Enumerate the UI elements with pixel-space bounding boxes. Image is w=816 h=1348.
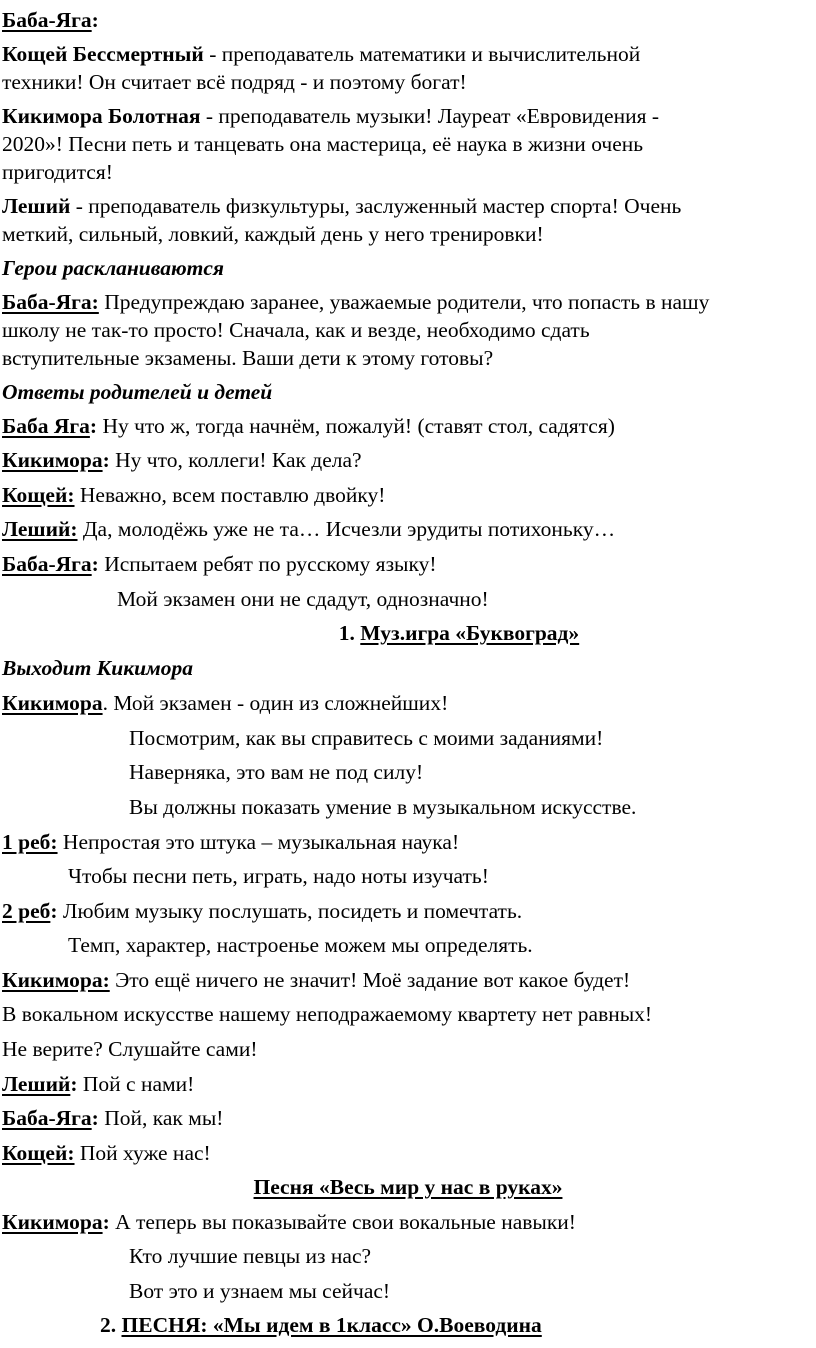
text-segment: Муз.игра «Буквоград» <box>360 621 580 645</box>
text-segment: Посмотрим, как вы справитесь с моими заданиями! <box>129 726 604 750</box>
text-segment: - преподаватель музыки! Лауреат «Евровидения - <box>200 104 660 128</box>
text-segment: 1. <box>338 621 361 645</box>
doc-line <box>2 515 816 545</box>
doc-line <box>2 220 816 250</box>
text-segment: 2020»! Песни петь и танцевать она мастерица, её наука в жизни очень <box>2 132 644 156</box>
text-segment: Мой экзамен они не сдадут, однозначно! <box>117 587 489 611</box>
text-segment: Кикимора <box>2 1210 103 1234</box>
text-segment: Пой, как мы! <box>98 1106 224 1130</box>
text-segment: пригодится! <box>2 160 113 184</box>
doc-line <box>2 1035 816 1065</box>
text-segment: Баба-Яга <box>2 1106 92 1130</box>
doc-line <box>2 550 816 580</box>
text-segment: 1 реб: <box>2 830 58 854</box>
doc-line <box>2 158 816 188</box>
text-segment: Баба Яга <box>2 414 90 438</box>
text-segment: : <box>91 552 99 576</box>
text-segment: Испытаем ребят по русскому языку! <box>98 552 437 576</box>
text-segment: Леший <box>2 1072 71 1096</box>
doc-line <box>2 6 816 36</box>
text-segment: Кто лучшие певцы из нас? <box>129 1244 372 1268</box>
doc-line <box>2 654 816 684</box>
text-segment: вступительные экзамены. Ваши дети к этому готовы? <box>2 346 494 370</box>
text-segment: Не верите? Слушайте сами! <box>2 1037 258 1061</box>
text-segment: Баба-Яга <box>2 552 92 576</box>
text-segment: Ну что ж, тогда начнём, пожалуй! (ставят стол, садятся) <box>97 414 615 438</box>
text-segment: : <box>70 1072 78 1096</box>
text-segment: : <box>91 1106 99 1130</box>
doc-line <box>2 316 816 346</box>
doc-line <box>2 412 816 442</box>
doc-line <box>2 1070 816 1100</box>
text-segment: - преподаватель математики и вычислительной <box>203 42 641 66</box>
doc-line <box>129 793 816 823</box>
text-segment: Пой с нами! <box>77 1072 195 1096</box>
text-segment: Вот это и узнаем мы сейчас! <box>129 1279 391 1303</box>
doc-line <box>2 446 816 476</box>
section-heading <box>0 1173 816 1203</box>
text-segment: Кикимора <box>2 691 103 715</box>
doc-line <box>2 378 816 408</box>
section-heading <box>0 619 816 649</box>
text-segment: Кощей: <box>2 483 75 507</box>
text-segment: Непростая это штука – музыкальная наука! <box>57 830 460 854</box>
text-segment: Чтобы песни петь, играть, надо ноты изучать! <box>68 864 489 888</box>
doc-line <box>2 828 816 858</box>
text-segment: техники! Он считает всё подряд - и поэтому богат! <box>2 70 467 94</box>
text-segment: меткий, сильный, ловкий, каждый день у него тренировки! <box>2 222 544 246</box>
text-segment: : <box>50 899 58 923</box>
doc-line <box>68 862 816 892</box>
text-segment: Ну что, коллеги! Как дела? <box>109 448 362 472</box>
doc-line <box>2 1000 816 1030</box>
text-segment: Предупреждаю заранее, уважаемые родители, что попасть в нашу <box>98 290 710 314</box>
doc-line <box>2 68 816 98</box>
doc-line <box>2 1104 816 1134</box>
doc-line <box>2 254 816 284</box>
text-segment: Наверняка, это вам не под силу! <box>129 760 424 784</box>
text-segment: Кикимора Болотная <box>2 104 201 128</box>
doc-line <box>2 40 816 70</box>
text-segment: Герои раскланиваются <box>2 256 225 280</box>
text-segment: Кикимора: <box>2 968 110 992</box>
doc-line <box>2 966 816 996</box>
text-segment: Кощей Бессмертный <box>2 42 204 66</box>
text-segment: Песня «Весь мир у нас в руках» <box>253 1175 563 1199</box>
text-segment: Леший: <box>2 517 78 541</box>
doc-line <box>2 288 816 318</box>
text-segment: В вокальном искусстве нашему неподражаемому квартету нет равных! <box>2 1002 653 1026</box>
doc-line <box>2 481 816 511</box>
doc-line <box>117 585 816 615</box>
text-segment: : <box>91 8 99 32</box>
text-segment: 2 реб <box>2 899 51 923</box>
doc-line <box>2 897 816 927</box>
doc-line <box>68 931 816 961</box>
text-segment: Это ещё ничего не значит! Моё задание вот какое будет! <box>109 968 631 992</box>
doc-line <box>129 1242 816 1272</box>
text-segment: : <box>102 1210 110 1234</box>
text-segment: Темп, характер, настроенье можем мы определять. <box>68 933 533 957</box>
text-segment: Вы должны показать умение в музыкальном искусстве. <box>129 795 637 819</box>
text-segment: Да, молодёжь уже не та… Исчезли эрудиты потихоньку… <box>77 517 616 541</box>
doc-line <box>2 102 816 132</box>
doc-line <box>2 1208 816 1238</box>
section-heading <box>100 1311 816 1341</box>
text-segment: Выходит Кикимора <box>2 656 194 680</box>
text-segment: Неважно, всем поставлю двойку! <box>74 483 386 507</box>
text-segment: : <box>102 448 110 472</box>
text-segment: Ответы родителей и детей <box>2 380 273 404</box>
doc-line <box>129 758 816 788</box>
text-segment: Леший <box>2 194 71 218</box>
text-segment: 2. <box>100 1313 122 1337</box>
text-segment: Любим музыку послушать, посидеть и помечтать. <box>57 899 523 923</box>
doc-line <box>2 689 816 719</box>
text-segment: Баба-Яга <box>2 8 92 32</box>
text-segment: школу не так-то просто! Сначала, как и везде, необходимо сдать <box>2 318 590 342</box>
doc-line <box>2 1139 816 1169</box>
doc-line <box>129 1277 816 1307</box>
text-segment: Кощей: <box>2 1141 75 1165</box>
text-segment: : <box>89 414 98 438</box>
text-segment: Кикимора <box>2 448 103 472</box>
doc-line <box>2 192 816 222</box>
doc-line <box>2 344 816 374</box>
text-segment: . Мой экзамен - один из сложнейших! <box>102 691 449 715</box>
doc-line <box>129 724 816 754</box>
text-segment: Баба-Яга: <box>2 290 99 314</box>
text-segment: - преподаватель физкультуры, заслуженный мастер спорта! Очень <box>70 194 682 218</box>
text-segment: Пой хуже нас! <box>74 1141 211 1165</box>
text-segment: А теперь вы показывайте свои вокальные навыки! <box>109 1210 576 1234</box>
text-segment: ПЕСНЯ: «Мы идем в 1класс» О.Воеводина <box>121 1313 542 1337</box>
doc-line <box>2 130 816 160</box>
